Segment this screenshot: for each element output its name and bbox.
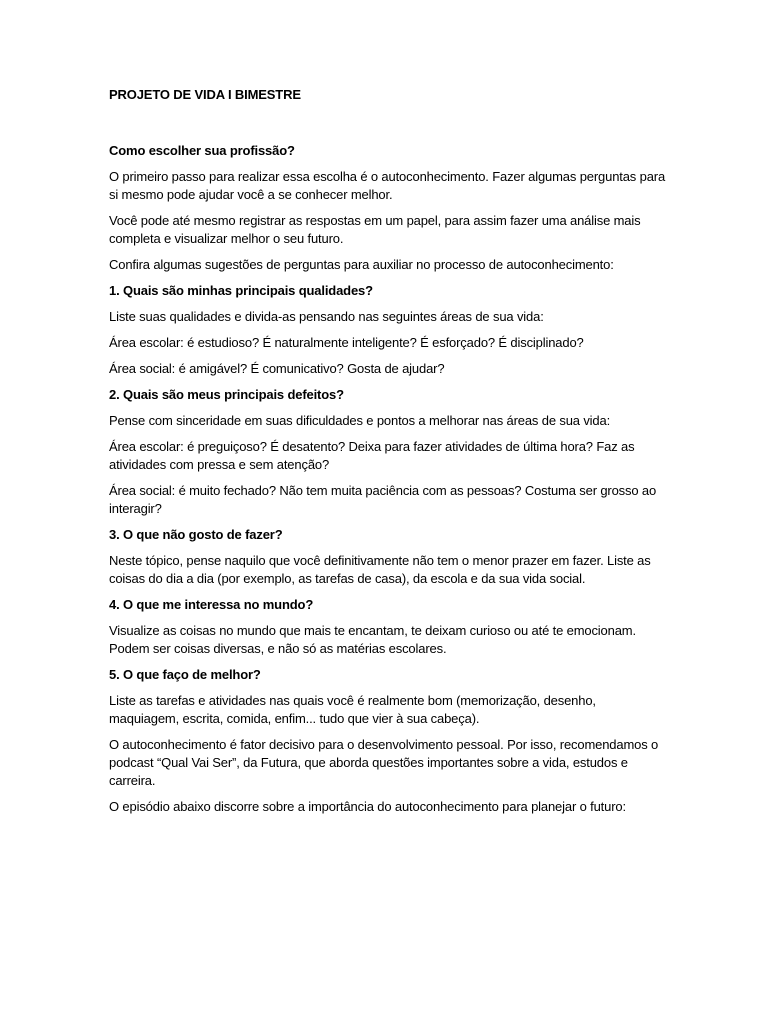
paragraph: O primeiro passo para realizar essa escolha é o autoconhecimento. Fazer algumas perguntas para si mesmo pode ajudar você a se conhecer melhor. (109, 169, 666, 202)
paragraph: Liste as tarefas e atividades nas quais você é realmente bom (memorização, desenho, maquiagem, escrita, comida, enfim... tudo que vier à sua cabeça). (109, 693, 596, 726)
paragraph: O autoconhecimento é fator decisivo para o desenvolvimento pessoal. Por isso, recomendamos o podcast “Qual Vai Ser”, da Futura, que aborda questões importantes sobre a vida, estudos e carreira. (109, 737, 659, 788)
question-heading-3: 3. O que não gosto de fazer? (109, 527, 283, 542)
paragraph: Liste suas qualidades e divida-as pensando nas seguintes áreas de sua vida: (109, 309, 544, 324)
question-heading-2: 2. Quais são meus principais defeitos? (109, 387, 344, 402)
question-heading-1: 1. Quais são minhas principais qualidades? (109, 283, 373, 298)
question-heading-4: 4. O que me interessa no mundo? (109, 597, 314, 612)
paragraph: Você pode até mesmo registrar as respostas em um papel, para assim fazer uma análise mais completa e visualizar melhor o seu futuro. (109, 213, 641, 246)
paragraph: Pense com sinceridade em suas dificuldades e pontos a melhorar nas áreas de sua vida: (109, 413, 611, 428)
section-heading: Como escolher sua profissão? (109, 143, 295, 158)
paragraph: Neste tópico, pense naquilo que você definitivamente não tem o menor prazer em fazer. Liste as coisas do dia a dia (por exemplo, as tarefas de casa), da escola e da sua vida social. (109, 553, 651, 586)
document-page (109, 86, 669, 824)
paragraph: Visualize as coisas no mundo que mais te encantam, te deixam curioso ou até te emocionam. Podem ser coisas diversas, e não só as matérias escolares. (109, 623, 636, 656)
document-title: PROJETO DE VIDA I BIMESTRE (109, 87, 301, 102)
paragraph: O episódio abaixo discorre sobre a importância do autoconhecimento para planejar o futuro: (109, 799, 626, 814)
paragraph: Área escolar: é estudioso? É naturalmente inteligente? É esforçado? É disciplinado? (109, 335, 584, 350)
paragraph: Área escolar: é preguiçoso? É desatento? Deixa para fazer atividades de última hora? Faz as atividades com pressa e sem atenção? (109, 439, 635, 472)
paragraph: Área social: é amigável? É comunicativo? Gosta de ajudar? (109, 361, 445, 376)
paragraph: Confira algumas sugestões de perguntas para auxiliar no processo de autoconhecimento: (109, 257, 614, 272)
question-heading-5: 5. O que faço de melhor? (109, 667, 261, 682)
paragraph: Área social: é muito fechado? Não tem muita paciência com as pessoas? Costuma ser grosso ao interagir? (109, 483, 657, 516)
